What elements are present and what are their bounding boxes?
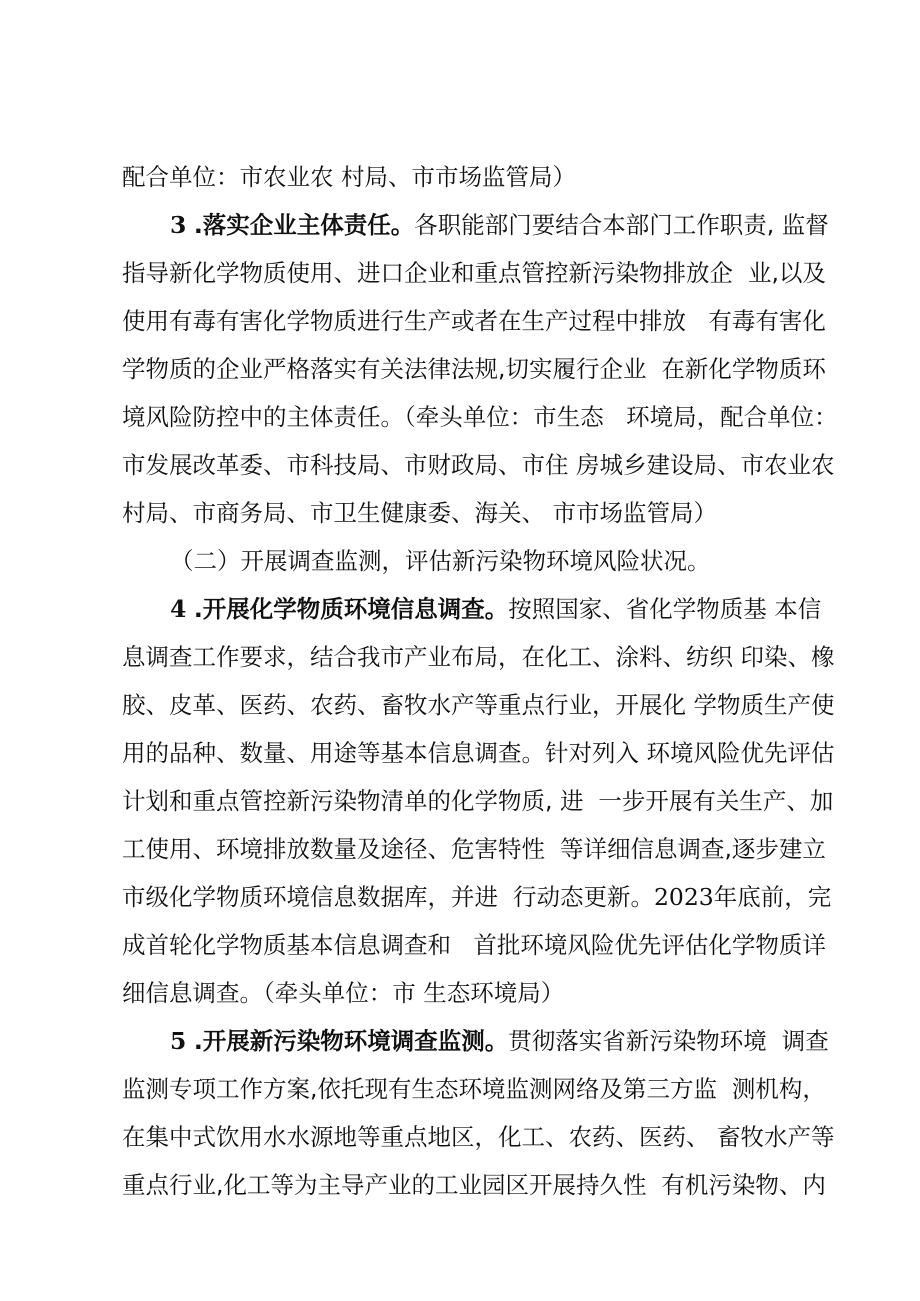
line-text: 计划和重点管控新污染物清单的化学物质, 进 一步开展有关生产、加 <box>122 787 834 815</box>
text-line-13 <box>122 738 920 768</box>
text-line-8 <box>122 498 920 528</box>
text-line-5 <box>122 354 920 384</box>
item-5-heading-line <box>170 1026 920 1056</box>
text-line-7 <box>122 450 920 480</box>
section-heading-text: （二）开展调查监测，评估新污染物环境风险状况。 <box>170 547 711 575</box>
line-text: 配合单位：市农业农 村局、市市场监管局） <box>122 163 576 191</box>
line-text: 工使用、环境排放数量及途径、危害特性 等详细信息调查,逐步建立 <box>122 835 826 863</box>
line-text: 重点行业,化工等为主导产业的工业园区开展持久性 有机污染物、内 <box>122 1171 826 1199</box>
text-line-3 <box>122 258 920 288</box>
line-text: 使用有毒有害化学物质进行生产或者在生产过程中排放 有毒有害化 <box>122 307 826 335</box>
item-3-text: 各职能部门要结合本部门工作职责, 监督 <box>414 211 829 239</box>
item-4-title: .开展化学物质环境信息调查。 <box>193 595 509 623</box>
line-text: 息调查工作要求，结合我市产业布局，在化工、涂料、纺织 印染、橡 <box>122 643 835 671</box>
text-line-12 <box>122 690 920 720</box>
item-4-number: 4 <box>170 595 187 623</box>
text-line-16 <box>122 882 920 912</box>
text-line-17 <box>122 930 920 960</box>
line-text: 细信息调查。（牵头单位：市 生态环境局） <box>122 979 565 1007</box>
line-text: 胶、皮革、医药、农药、畜牧水产等重点行业，开展化 学物质生产使 <box>122 691 835 719</box>
text-line-4 <box>122 306 920 336</box>
line-text: 境风险防控中的主体责任。（牵头单位：市生态 环境局，配合单位： <box>122 403 838 431</box>
line-text: 监测专项工作方案,依托现有生态环境监测网络及第三方监 测机构， <box>122 1075 826 1103</box>
text-line-22 <box>122 1170 920 1200</box>
year-number: 2023 <box>653 883 714 911</box>
item-4-text: 按照国家、省化学物质基 本信 <box>508 595 822 623</box>
text-line-15 <box>122 834 920 864</box>
text-line-11 <box>122 642 920 672</box>
item-5-title: .开展新污染物环境调查监测。 <box>193 1027 509 1055</box>
text-line-14 <box>122 786 920 816</box>
text-line-20 <box>122 1074 920 1104</box>
line-text: 市级化学物质环境信息数据库，并进 行动态更新。 <box>122 883 654 911</box>
section-heading-two <box>170 546 920 576</box>
item-3-title: .落实企业主体责任。 <box>193 211 415 239</box>
item-5-text: 贯彻落实省新污染物环境 调查 <box>508 1027 829 1055</box>
line-text: 指导新化学物质使用、进口企业和重点管控新污染物排放企 业,以及 <box>122 259 826 287</box>
line-text: 在集中式饮用水水源地等重点地区，化工、农药、医药、 畜牧水产等 <box>122 1123 835 1151</box>
text-line-1 <box>122 162 920 192</box>
text-line-18 <box>122 978 920 1008</box>
line-text: 学物质的企业严格落实有关法律法规,切实履行企业 在新化学物质环 <box>122 355 826 383</box>
line-text: 成首轮化学物质基本信息调查和 首批环境风险优先评估化学物质详 <box>122 931 826 959</box>
item-5-number: 5 <box>170 1027 187 1055</box>
text-line-6 <box>122 402 920 432</box>
item-3-number: 3 <box>170 211 187 239</box>
item-3-heading-line <box>170 210 920 240</box>
line-text: 年底前，完 <box>713 883 832 911</box>
item-4-heading-line <box>170 594 920 624</box>
line-text: 村局、市商务局、市卫生健康委、海关、 市市场监管局） <box>122 499 717 527</box>
line-text: 市发展改革委、市科技局、市财政局、市住 房城乡建设局、市农业农 <box>122 451 835 479</box>
line-text: 用的品种、数量、用途等基本信息调查。针对列入 环境风险优先评估 <box>122 739 835 767</box>
text-line-21 <box>122 1122 920 1152</box>
